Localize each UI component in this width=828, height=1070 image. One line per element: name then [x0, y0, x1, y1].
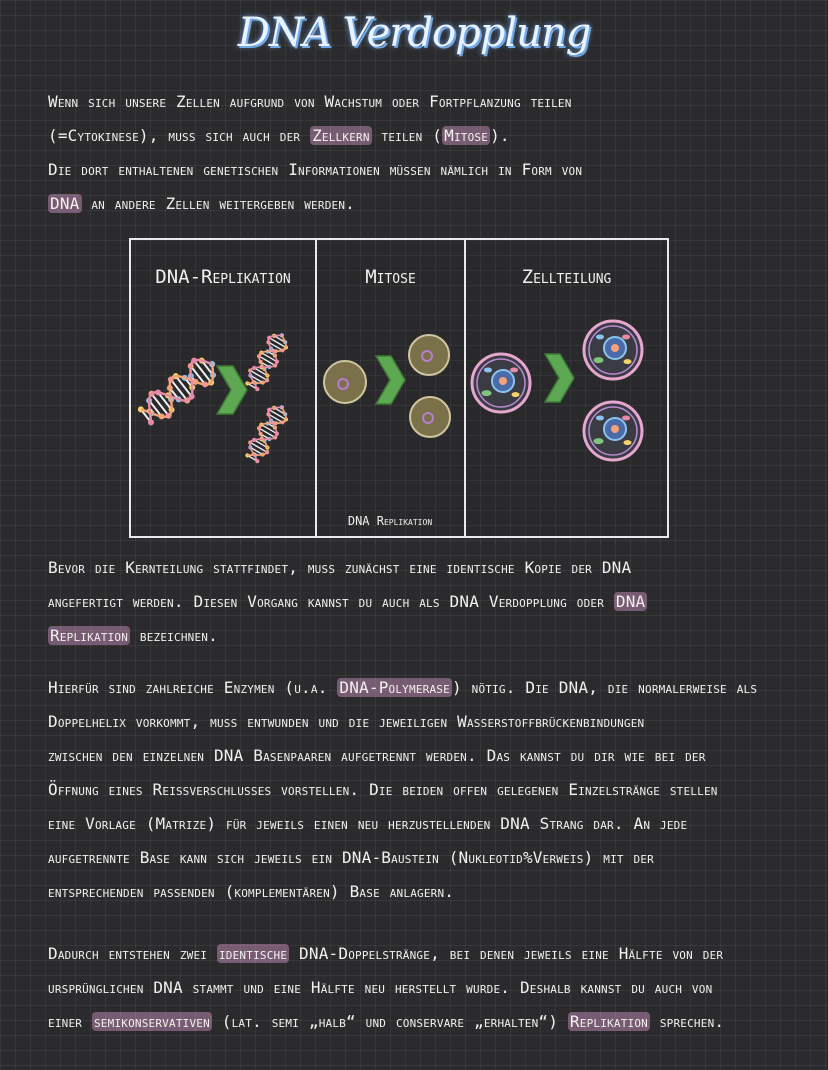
- text-line: [48, 841, 808, 875]
- text-segment: (lat. semi „halb“ und conservare „erhalten“): [211, 1012, 568, 1031]
- cell-organelle: [611, 425, 619, 433]
- text-segment: bezeichnen.: [130, 626, 218, 645]
- paragraph-enzyme: [48, 671, 808, 909]
- text-segment: an andere Zellen weitergeben werden.: [81, 194, 356, 213]
- text-line: [48, 739, 808, 773]
- text-segment: Öffnung eines Reißverschlusses vorstellen. Die beiden offen gelegenen Einzelstränge stellen: [48, 780, 718, 799]
- text-line: [48, 119, 808, 153]
- text-line: [48, 85, 808, 119]
- text-line: [48, 551, 808, 585]
- col-label-mitose: Mitose: [365, 266, 416, 288]
- text-segment: einer: [48, 1012, 92, 1031]
- chevron-right-icon: [545, 354, 574, 402]
- cell-organelle: [499, 377, 507, 385]
- text-line: [48, 875, 808, 909]
- cell-organelle: [484, 367, 492, 372]
- cell-organelle: [624, 440, 632, 445]
- text-segment: Doppelhelix vorkommt, muss entwunden und die jeweiligen Wasserstoffbrückenbindungen: [48, 712, 645, 731]
- cell-icon: [410, 397, 450, 437]
- text-line: [48, 937, 808, 971]
- highlighted-term: Replikation: [569, 1012, 648, 1031]
- highlighted-term: semikonservativen: [93, 1012, 210, 1031]
- dna-helix-icon: [241, 328, 293, 394]
- chevron-right-icon: [376, 356, 405, 404]
- dna-helix-icon: [241, 400, 293, 466]
- text-segment: Dadurch entstehen zwei: [48, 944, 217, 963]
- highlighted-term: DNA: [615, 592, 646, 611]
- text-segment: (=Cytokinese), muss sich auch der: [48, 126, 311, 145]
- text-line: [48, 671, 808, 705]
- cell-organelle: [482, 390, 492, 396]
- text-line: [48, 1005, 808, 1039]
- text-line: [48, 807, 808, 841]
- cell-organelle: [512, 392, 520, 397]
- cell-organelle: [611, 344, 619, 352]
- text-line: [48, 705, 808, 739]
- text-line: [48, 773, 808, 807]
- highlighted-term: Zellkern: [312, 126, 370, 145]
- text-segment: ).: [490, 126, 510, 145]
- text-segment: teilen (: [371, 126, 443, 145]
- animal-cell-icon: [584, 402, 642, 460]
- text-segment: zwischen den einzelnen DNA Basenpaaren aufgetrennt werden. Das kannst du dir wie bei der: [48, 746, 706, 765]
- text-line: [48, 585, 808, 619]
- text-segment: angefertigt werden. Diesen Vorgang kannst du auch als DNA Verdopplung oder: [48, 592, 614, 611]
- intro-paragraph: [48, 85, 808, 221]
- chevron-right-icon: [217, 366, 247, 414]
- highlighted-term: Replikation: [50, 626, 129, 645]
- diagram-illustrations: [131, 240, 667, 536]
- cell-organelle: [594, 438, 604, 444]
- text-line: [48, 187, 808, 221]
- cell-organelle: [596, 334, 604, 339]
- cell-icon: [409, 335, 449, 375]
- text-segment: entsprechenden passenden (komplementären) Base anlagern.: [48, 882, 455, 901]
- paragraph-kernteilung: [48, 551, 808, 653]
- highlighted-term: identische: [218, 944, 288, 963]
- cell-organelle: [622, 334, 630, 339]
- dna-helix-icon: [133, 349, 225, 431]
- page-title: DNA Verdopplung: [237, 10, 591, 56]
- text-segment: aufgetrennte Base kann sich jeweils ein DNA-Baustein (Nukleotid%Verweis) mit der: [48, 848, 655, 867]
- text-segment: DNA-Doppelstränge, bei denen jeweils eine Hälfte von der: [289, 944, 724, 963]
- text-segment: Hierfür sind zahlreiche Enzymen (u.a.: [48, 678, 338, 697]
- sub-label-dna-replikation: DNA Replikation: [347, 514, 433, 528]
- text-segment: ) nötig. Die DNA, die normalerweise als: [451, 678, 758, 697]
- text-line: [48, 619, 808, 653]
- text-segment: Die dort enthaltenen genetischen Informationen müssen nämlich in Form von: [48, 160, 583, 179]
- paragraph-semikonservativ: [48, 937, 808, 1039]
- text-segment: sprechen.: [649, 1012, 725, 1031]
- highlighted-term: Mitose: [444, 126, 489, 145]
- text-segment: Wenn sich unsere Zellen aufgrund von Wachstum oder Fortpflanzung teilen: [48, 92, 572, 111]
- cell-organelle: [510, 367, 518, 372]
- col-label-zellteilung: Zellteilung: [521, 266, 612, 288]
- cell-organelle: [624, 359, 632, 364]
- text-segment: ursprünglichen DNA stammt und eine Hälfte neu herstellt wurde. Deshalb kannst du auch von: [48, 978, 713, 997]
- text-line: [48, 971, 808, 1005]
- col-label-dna-replikation: DNA-Replikation: [155, 266, 291, 288]
- animal-cell-icon: [472, 354, 530, 412]
- text-segment: Bevor die Kernteilung stattfindet, muss zunächst eine identische Kopie der DNA: [48, 558, 632, 577]
- text-segment: eine Vorlage (Matrize) für jeweils einen neu herzustellenden DNA Strang dar. An jede: [48, 814, 688, 833]
- replication-diagram: [129, 238, 669, 538]
- highlighted-term: DNA-Polymerase: [339, 678, 450, 697]
- cell-organelle: [594, 357, 604, 363]
- cell-organelle: [596, 415, 604, 420]
- cell-icon: [324, 361, 366, 403]
- highlighted-term: DNA: [50, 194, 80, 213]
- cell-organelle: [622, 415, 630, 420]
- text-line: [48, 153, 808, 187]
- animal-cell-icon: [584, 321, 642, 379]
